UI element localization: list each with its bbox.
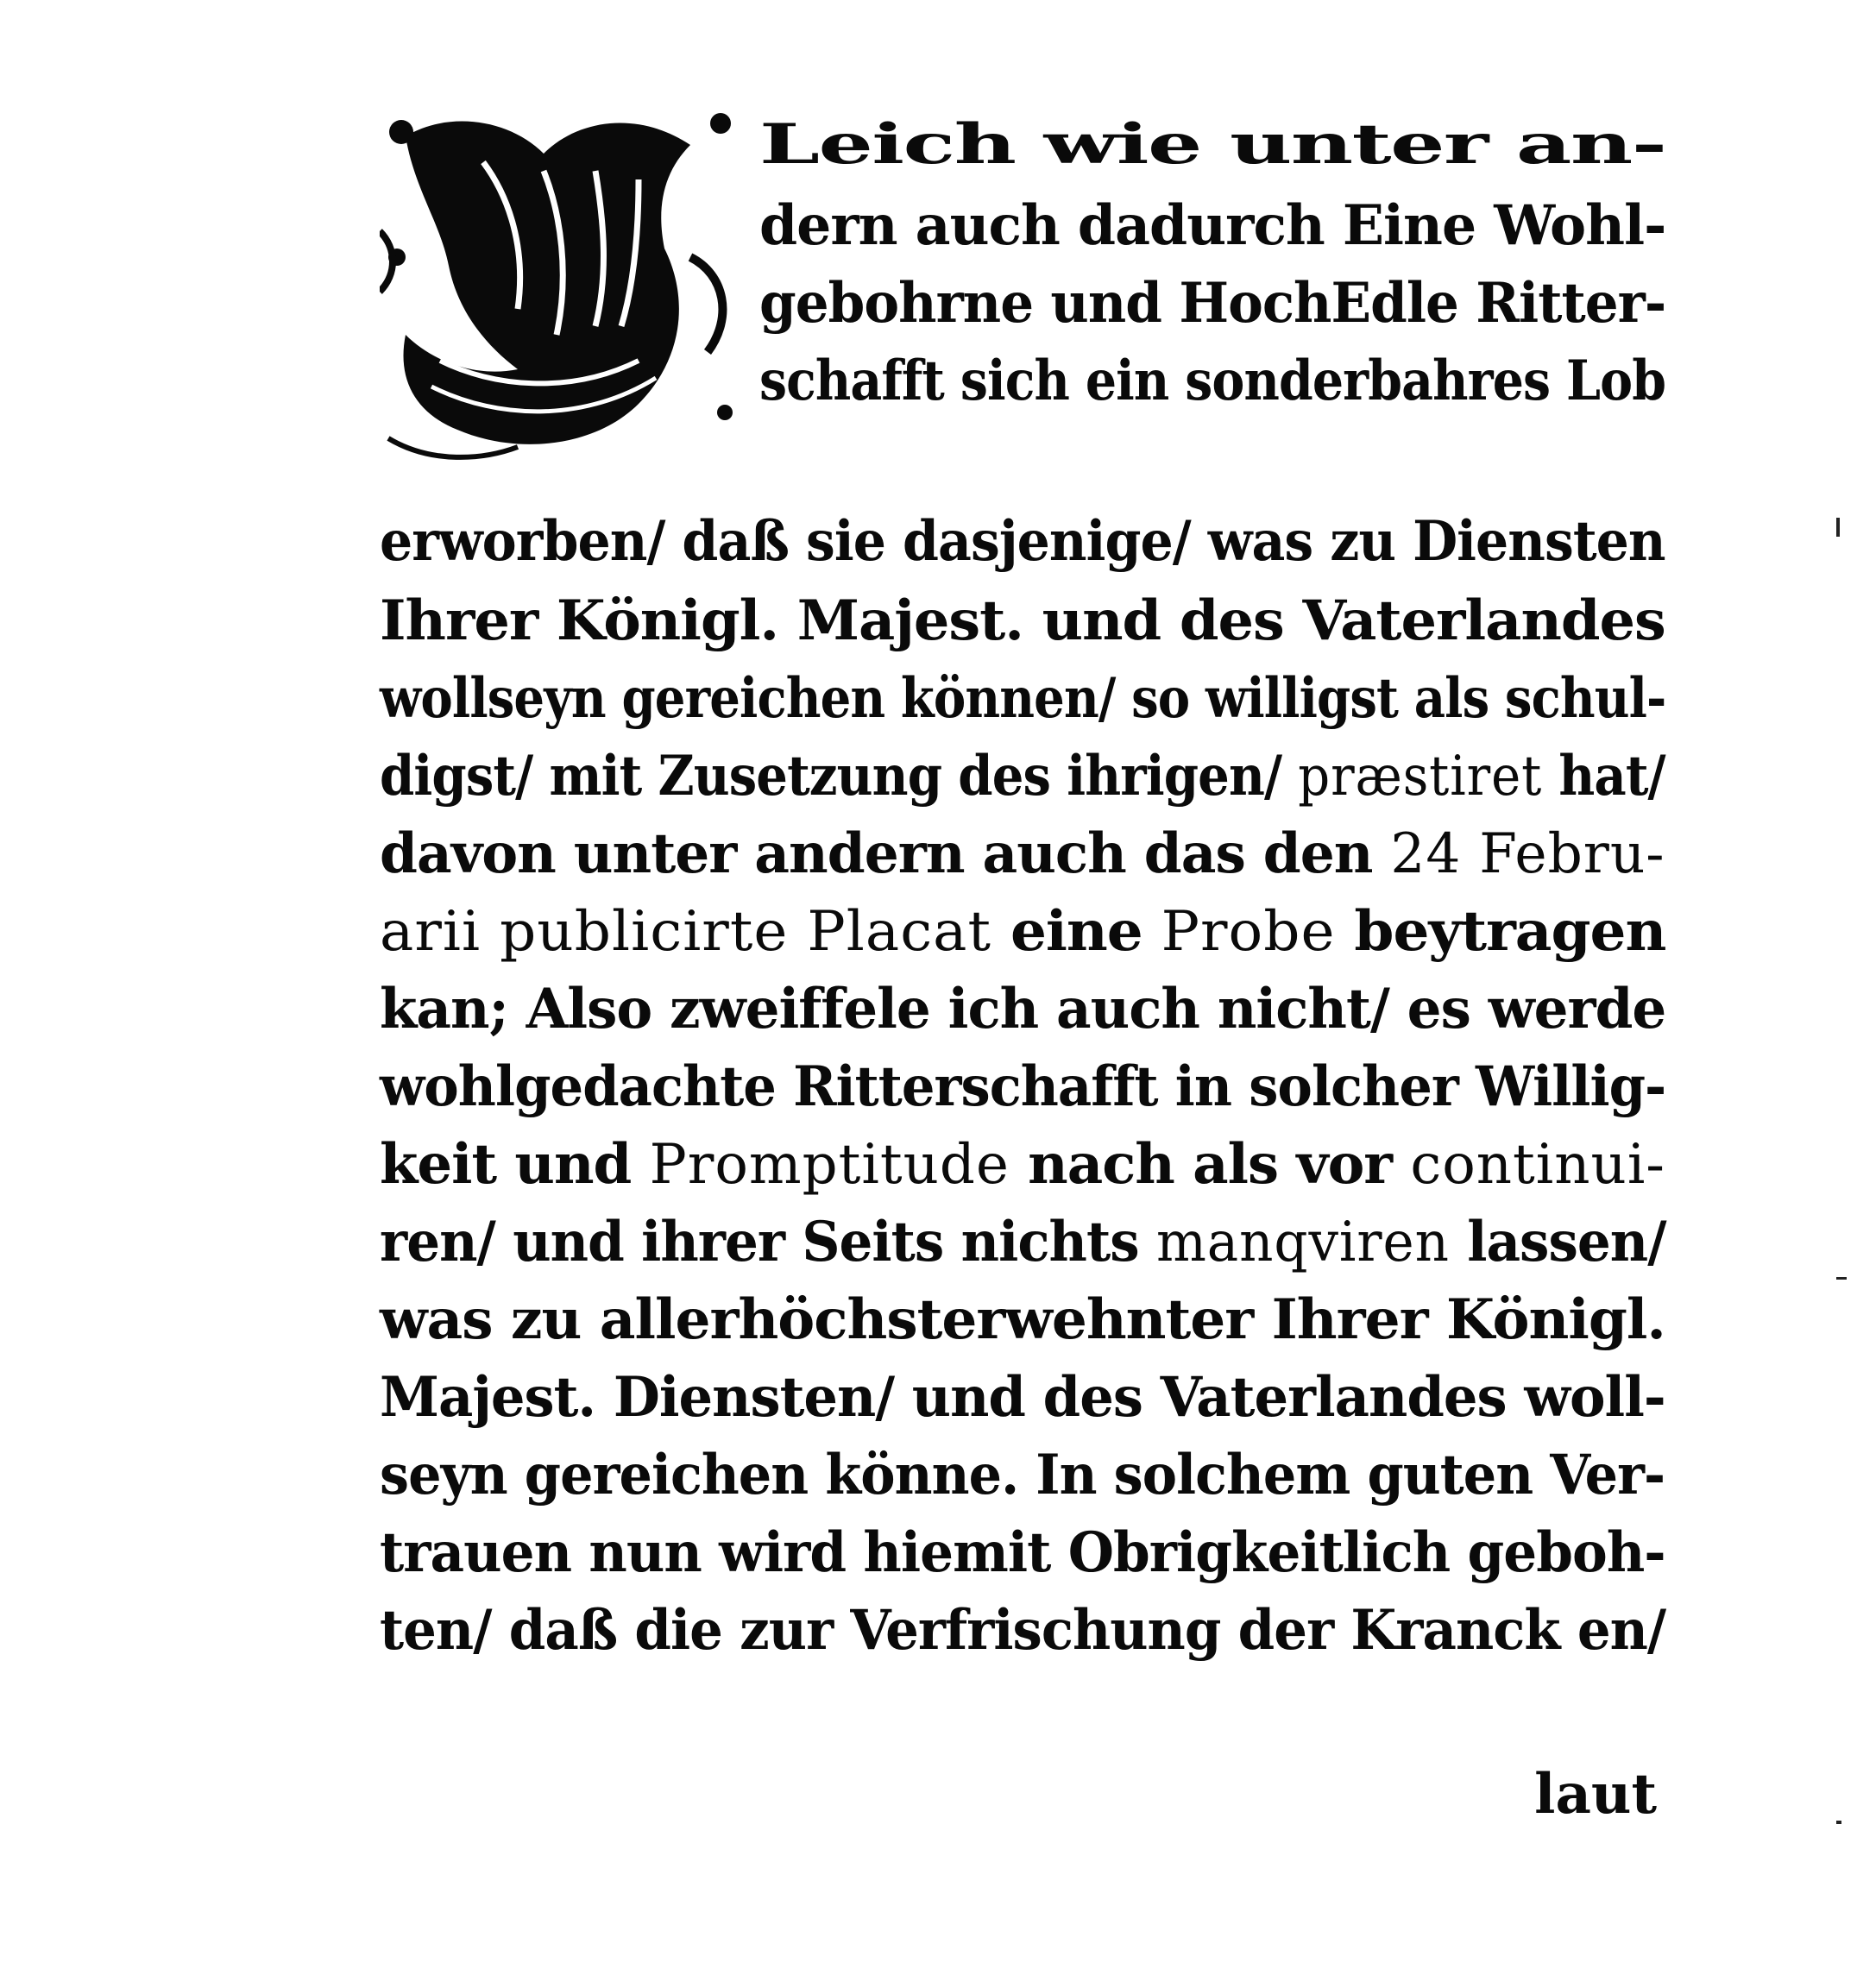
text-line — [380, 1596, 1665, 1665]
text-span: digst/ mit Zusetzung des ihrigen/ — [380, 744, 1299, 808]
text-line — [380, 1286, 1665, 1355]
decorated-initial-letter — [380, 102, 742, 464]
text-line — [759, 192, 1665, 261]
text-span: wollseyn gereichen können/ so willigst als schul- — [380, 666, 1666, 731]
margin-mark — [1836, 1821, 1841, 1824]
text-span: erworben/ daß sie dasjenige/ was zu Diensten — [380, 509, 1665, 574]
roman-text-span: continui- — [1410, 1133, 1665, 1197]
roman-text-span: præstiret — [1298, 745, 1543, 808]
text-span: seyn gereichen könne. In solchem guten Ver- — [380, 1443, 1665, 1507]
text-line — [380, 975, 1665, 1044]
text-line — [759, 269, 1665, 338]
text-line — [380, 587, 1665, 656]
text-span: eine — [991, 899, 1161, 964]
text-span: wohlgedachte Ritterschafft in solcher Willig- — [380, 1054, 1666, 1119]
text-span: hat/ — [1542, 744, 1665, 808]
catchword: laut — [1534, 1762, 1657, 1827]
text-line — [380, 742, 1665, 811]
text-line — [759, 110, 1665, 179]
text-line — [380, 897, 1665, 966]
text-span: gebohrne und HochEdle Ritter- — [759, 271, 1666, 336]
text-span: nach als vor — [1009, 1132, 1411, 1197]
text-line — [380, 1208, 1666, 1277]
text-line — [380, 507, 1665, 576]
roman-text-span: arii publicirte Placat — [380, 900, 992, 964]
text-span: lassen/ — [1449, 1210, 1666, 1274]
text-span: keit und — [380, 1132, 650, 1197]
margin-mark — [1836, 518, 1840, 537]
roman-text-span: manqviren — [1155, 1211, 1450, 1274]
text-line — [380, 1363, 1665, 1432]
text-span: ten/ daß die zur Verfrischung der Kranck en/ — [380, 1598, 1666, 1663]
text-span: was zu allerhöchsterwehnter Ihrer Königl. — [380, 1287, 1665, 1352]
text-line — [380, 820, 1665, 889]
margin-mark — [1836, 1277, 1847, 1280]
text-line — [380, 1130, 1665, 1199]
text-line — [380, 1053, 1665, 1122]
text-span: kan; Also zweiffele ich auch nicht/ es werde — [380, 977, 1666, 1041]
text-line — [380, 1519, 1665, 1588]
text-line — [380, 664, 1665, 733]
roman-text-span: Probe — [1161, 900, 1336, 964]
text-span: dern auch dadurch Eine Wohl- — [759, 193, 1666, 258]
text-span: Leich wie unter an- — [759, 112, 1666, 177]
text-span: davon unter andern auch das den — [380, 821, 1391, 886]
text-line — [380, 1441, 1665, 1510]
text-span: Ihrer Königl. Majest. und des Vaterlandes — [380, 588, 1665, 653]
roman-text-span: Promptitude — [649, 1133, 1010, 1197]
text-span: trauen nun wird hiemit Obrigkeitlich geboh- — [380, 1520, 1665, 1585]
roman-text-span: 24 Febru- — [1390, 822, 1665, 886]
text-span: schafft sich ein sonderbahres Lob — [759, 349, 1666, 413]
text-line — [759, 347, 1665, 416]
text-span: ren/ und ihrer Seits nichts — [380, 1210, 1156, 1274]
text-span: Majest. Diensten/ und des Vaterlandes woll- — [380, 1365, 1665, 1430]
text-span: beytragen — [1335, 899, 1666, 964]
